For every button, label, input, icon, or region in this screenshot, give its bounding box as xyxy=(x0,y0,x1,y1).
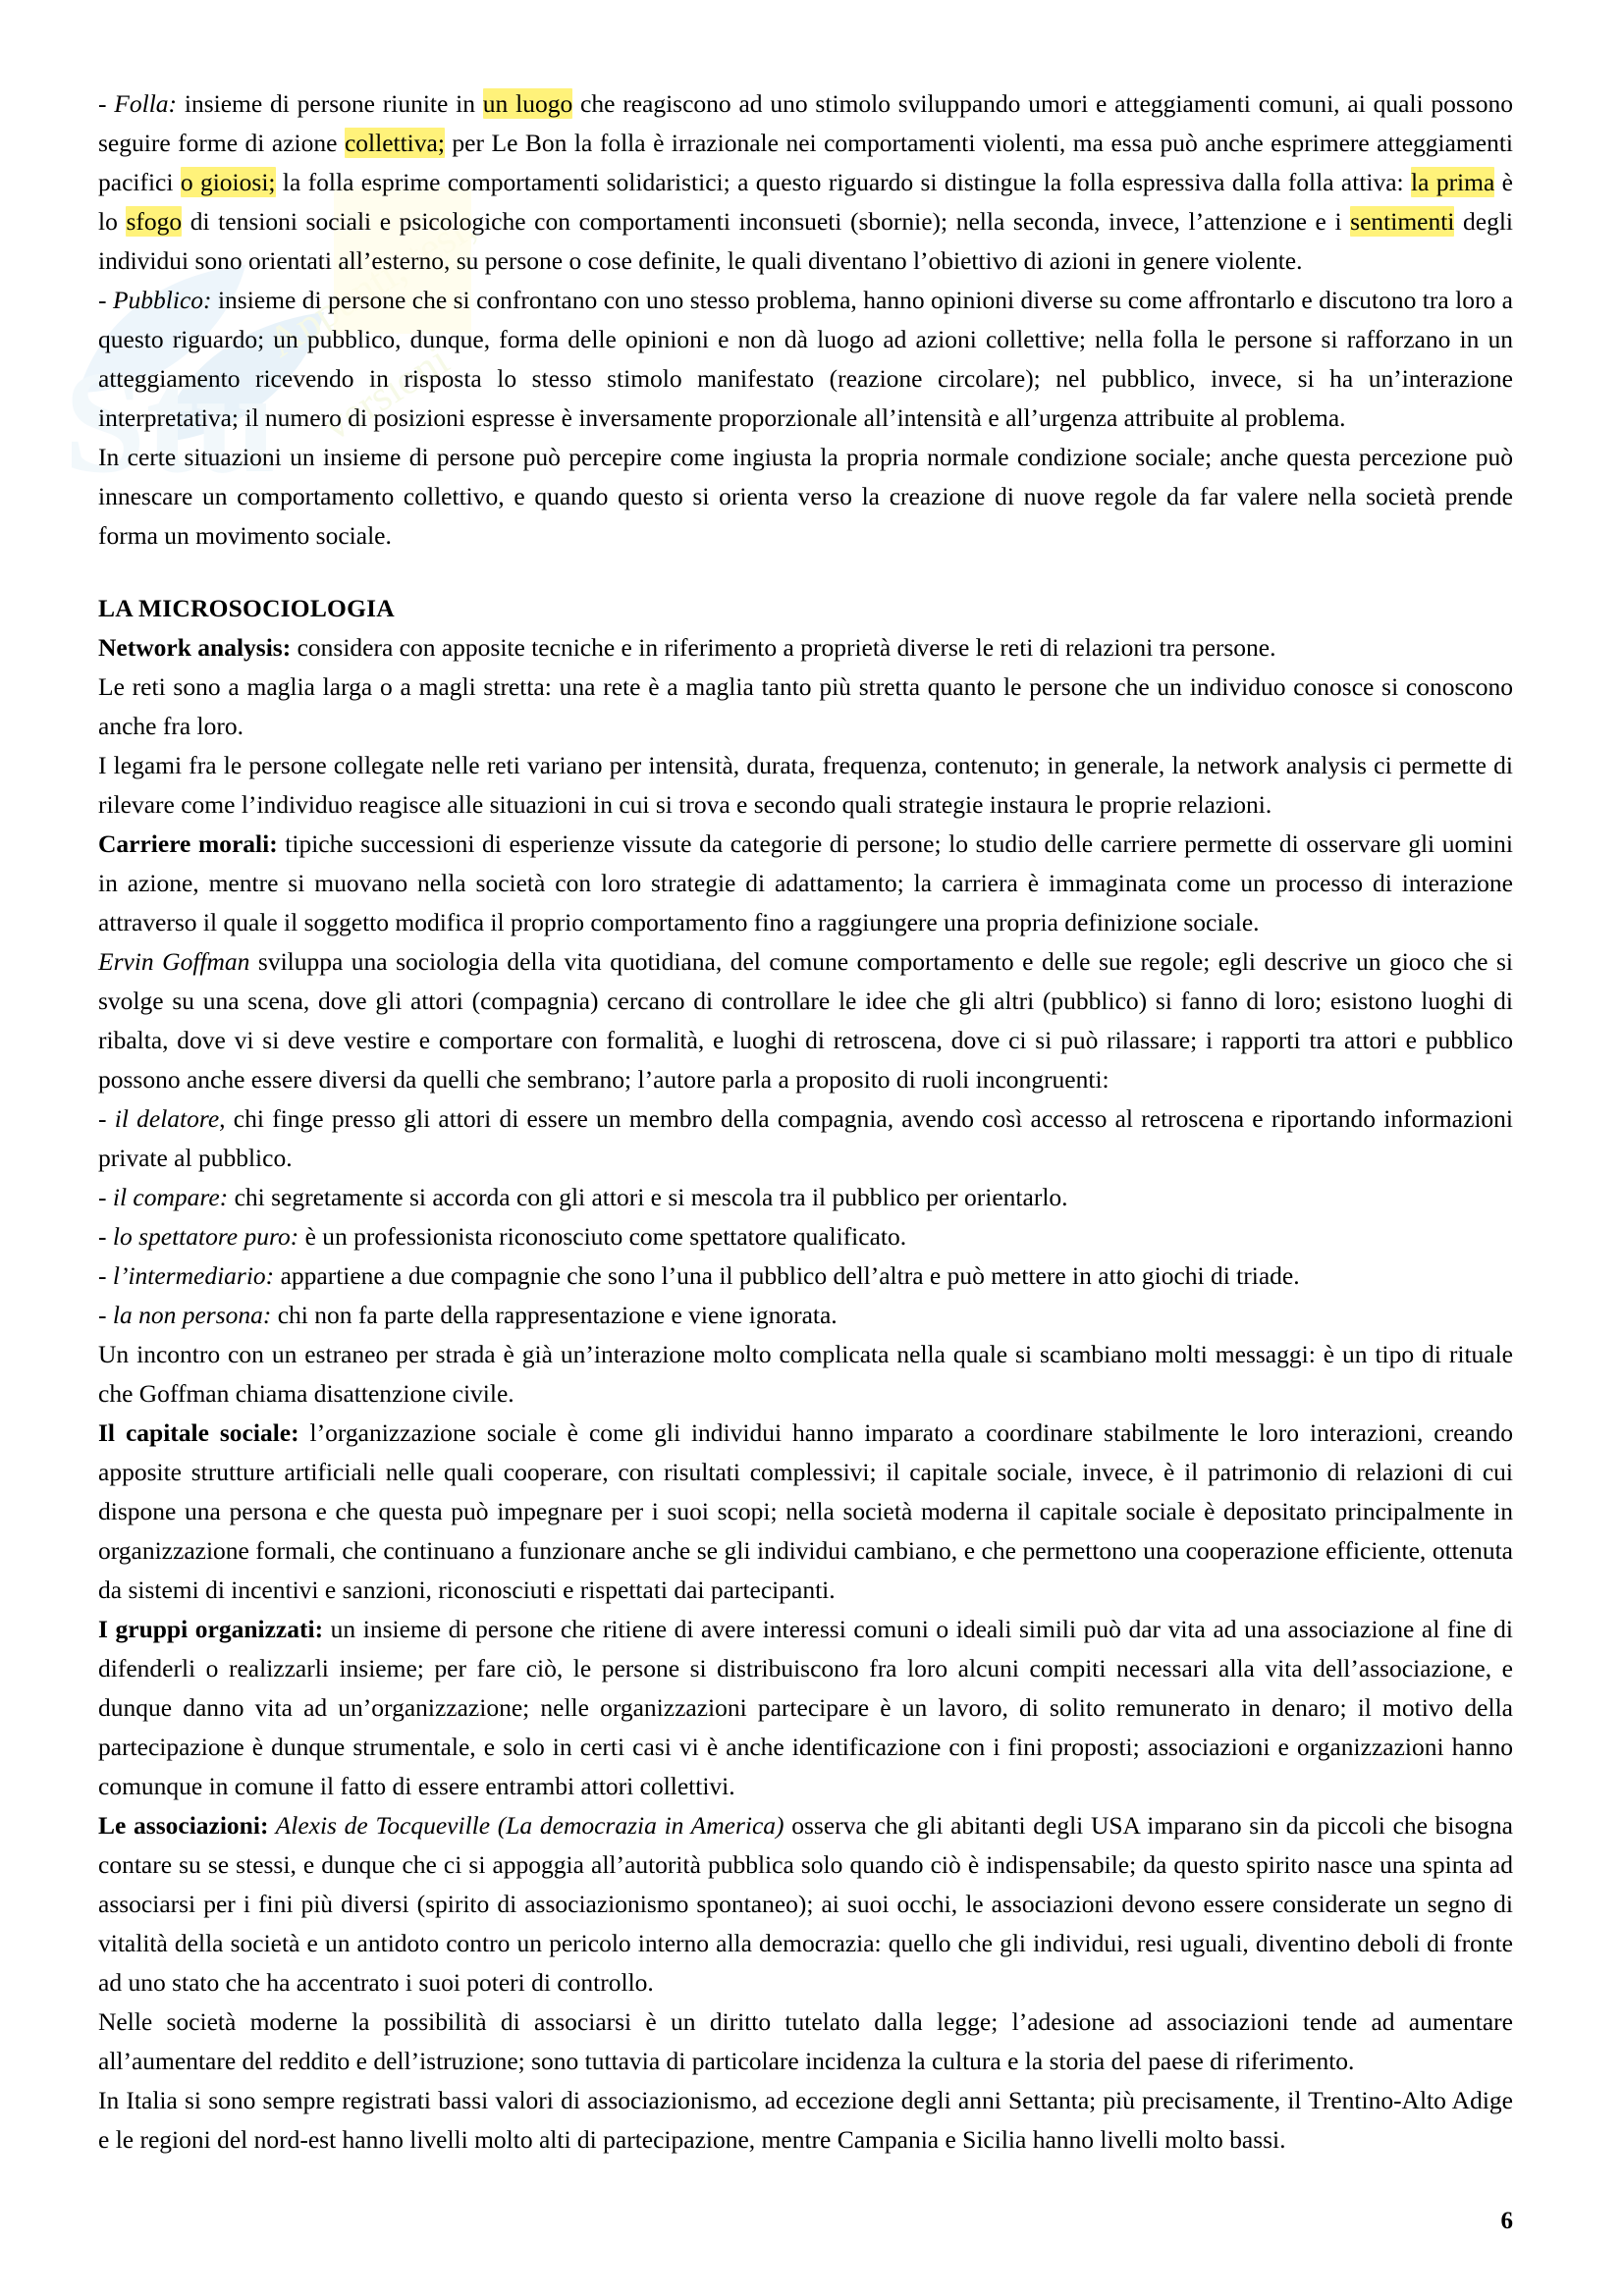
paragraph-associazioni-text: osserva che gli abitanti degli USA imparano sin da piccoli che bisogna contare su se stessi, e dunque che ci si appoggia all’autorità pubblica solo quando ciò è indispensabile; da questo spirito nasce una spinta ad associarsi per i fini più diversi (spirito di associazionismo spontaneo); ai suoi occhi, le associazioni devono essere considerate un segno di vitalità della società e un antidoto contro un pericolo interno alla democrazia: quello che gli individui, resi uguali, diventino deboli di fronte ad uno stato che ha accentrato i suoi poteri di controllo. xyxy=(98,1811,1513,1997)
paragraph-folla-lead: - Folla: xyxy=(98,89,178,118)
paragraph-delatore xyxy=(98,1099,1513,1178)
paragraph-movimento-sociale xyxy=(98,438,1513,556)
section-heading-microsociologia: LA MICROSOCIOLOGIA xyxy=(98,594,395,622)
paragraph-disattenzione-civile xyxy=(98,1335,1513,1414)
paragraph-compare xyxy=(98,1178,1513,1217)
paragraph-non-persona-text: chi non fa parte della rappresentazione e viene ignorata. xyxy=(271,1301,838,1329)
paragraph-spettatore-puro-text: è un professionista riconosciuto come spettatore qualificato. xyxy=(298,1222,907,1251)
svg-text:versioni: versioni xyxy=(313,335,458,451)
paragraph-pubblico-text: insieme di persone che si confrontano con uno stesso problema, hanno opinioni diverse su come affrontarlo e discutono tra loro a questo riguardo; un pubblico, dunque, forma delle opinioni e non dà luogo ad azioni collettive; nella folla le persone si rafforzano in un atteggiamento ricevendo in risposta lo stesso stimolo manifestato (reazione circolare); nel pubblico, invece, si ha un’interazione interpretativa; il numero di posizioni espresse è inversamente proporzionale all’intensità e all’urgenza attribuite al problema. xyxy=(98,286,1513,432)
paragraph-intermediario xyxy=(98,1256,1513,1296)
paragraph-gruppi-organizzati-text: un insieme di persone che ritiene di avere interessi comuni o ideali simili può dar vita ad una associazione al fine di difenderli o realizzarli insieme; per fare ciò, le persone si distribuiscono fra loro alcuni compiti necessari alla vita dell’associazione, e dunque danno vita ad un’organizzazione; nelle organizzazioni partecipare è un lavoro, di solito remunerato in denaro; il motivo della partecipazione è dunque strumentale, e solo in certi casi vi è anche identificazione con i fini proposti; associazioni e organizzazioni hanno comunque in comune il fatto di essere entrambi attori collettivi. xyxy=(98,1615,1513,1800)
paragraph-folla xyxy=(98,84,1513,281)
paragraph-gruppi-organizzati-lead: I gruppi organizzati: xyxy=(98,1615,324,1643)
paragraph-delatore-text: chi finge presso gli attori di essere un membro della compagnia, avendo così accesso al retroscena e riportando informazioni private al pubblico. xyxy=(98,1104,1513,1172)
paragraph-carriere-morali-lead: Carriere morali: xyxy=(98,829,278,858)
paragraph-associazioni-citation: Alexis de Tocqueville (La democrazia in America) xyxy=(268,1811,784,1840)
paragraph-reti-maglia-text: Le reti sono a maglia larga o a magli stretta: una rete è a maglia tanto più stretta quanto le persone che un individuo conosce si conoscono anche fra loro. xyxy=(98,672,1513,740)
page-number: 6 xyxy=(1500,2208,1513,2234)
paragraph-goffman-text: sviluppa una sociologia della vita quotidiana, del comune comportamento e delle sue regole; egli descrive un gioco che si svolge su una scena, dove gli attori (compagnia) cercano di controllare le idee che gli altri (pubblico) si fanno di loro; esistono luoghi di ribalta, dove vi si deve vestire e comportare con formalità, e luoghi di retroscena, dove ci si può rilassare; i rapporti tra attori e pubblico possono anche essere diversi da quelli che sembrano; l’autore parla a proposito di ruoli incongruenti: xyxy=(98,947,1513,1094)
paragraph-goffman-lead: Ervin Goffman xyxy=(98,947,250,976)
paragraph-pubblico-lead: - Pubblico: xyxy=(98,286,212,314)
paragraph-intermediario-lead: - l’intermediario: xyxy=(98,1261,275,1290)
paragraph-folla-text: insieme di persone riunite in un luogo che reagiscono ad uno stimolo sviluppando umori e atteggiamenti comuni, ai quali possono seguire forme di azione collettiva; per Le Bon la folla è irrazionale nei comportamenti violenti, ma essa può anche esprimere atteggiamenti pacifici o gioiosi; la folla esprime comportamenti solidaristici; a questo riguardo si distingue la folla espressiva dalla folla attiva: la prima è lo sfogo di tensioni sociali e psicologiche con comportamenti inconsueti (sbornie); nella seconda, invece, l’attenzione e i sentimenti degli individui sono orientati all’esterno, su persone o cose definite, le quali diventano l’obiettivo di azioni in genere violente. xyxy=(98,89,1513,275)
paragraph-non-persona-lead: - la non persona: xyxy=(98,1301,272,1329)
paragraph-italia xyxy=(98,2081,1513,2160)
paragraph-gruppi-organizzati xyxy=(98,1610,1513,1806)
paragraph-capitale-sociale-lead: Il capitale sociale: xyxy=(98,1418,299,1447)
paragraph-legami-text: I legami fra le persone collegate nelle reti variano per intensità, durata, frequenza, contenuto; in generale, la network analysis ci permette di rilevare come l’individuo reagisce alle situazioni in cui si trova e secondo quali strategie instaura le proprie relazioni. xyxy=(98,751,1513,819)
paragraph-disattenzione-civile-text: Un incontro con un estraneo per strada è già un’interazione molto complicata nella quale si scambiano molti messaggi: è un tipo di rituale che Goffman chiama disattenzione civile. xyxy=(98,1340,1513,1408)
document-body xyxy=(98,84,1513,2160)
paragraph-spettatore-puro xyxy=(98,1217,1513,1256)
paragraph-network-analysis-text: considera con apposite tecniche e in riferimento a proprietà diverse le reti di relazioni tra persone. xyxy=(291,633,1276,662)
paragraph-intermediario-text: appartiene a due compagnie che sono l’una il pubblico dell’altra e può mettere in atto giochi di triade. xyxy=(274,1261,1300,1290)
paragraph-pubblico xyxy=(98,281,1513,438)
paragraph-non-persona xyxy=(98,1296,1513,1335)
paragraph-associazioni xyxy=(98,1806,1513,2002)
paragraph-compare-lead: - il compare: xyxy=(98,1183,229,1211)
paragraph-network-analysis-lead: Network analysis: xyxy=(98,633,292,662)
paragraph-capitale-sociale-text: l’organizzazione sociale è come gli individui hanno imparato a coordinare stabilmente le loro interazioni, creando apposite strutture artificiali nelle quali cooperare, con risultati complessivi; il capitale sociale, invece, è il patrimonio di relazioni di cui dispone una persona e che questa può impegnare per i suoi scopi; nella società moderna il capitale sociale è depositato principalmente in organizzazione formali, che continuano a funzionare anche se gli individui cambiano, e che permettono una cooperazione efficiente, ottenuta da sistemi di incentivi e sanzioni, riconosciuti e rispettati dai partecipanti. xyxy=(98,1418,1513,1604)
paragraph-capitale-sociale xyxy=(98,1414,1513,1610)
paragraph-italia-text: In Italia si sono sempre registrati bassi valori di associazionismo, ad eccezione degli anni Settanta; più precisamente, il Trentino-Alto Adige e le regioni del nord-est hanno livelli molto alti di partecipazione, mentre Campania e Sicilia hanno livelli molto bassi. xyxy=(98,2086,1513,2154)
paragraph-carriere-morali xyxy=(98,825,1513,942)
paragraph-movimento-sociale-text: In certe situazioni un insieme di persone può percepire come ingiusta la propria normale condizione sociale; anche questa percezione può innescare un comportamento collettivo, e quando questo si orienta verso la creazione di nuove regole da far valere nella società prende forma un movimento sociale. xyxy=(98,443,1513,550)
paragraph-network-analysis xyxy=(98,628,1513,667)
paragraph-carriere-morali-text: tipiche successioni di esperienze vissute da categorie di persone; lo studio delle carriere permette di osservare gli uomini in azione, mentre si muovano nella società con loro strategie di adattamento; la carriera è immaginata come un processo di interazione attraverso il quale il soggetto modifica il proprio comportamento fino a raggiungere una propria definizione sociale. xyxy=(98,829,1513,936)
paragraph-goffman xyxy=(98,942,1513,1099)
svg-text:Stu: Stu xyxy=(64,341,277,504)
paragraph-reti-maglia xyxy=(98,667,1513,746)
svg-text:Appunti, tesi,: Appunti, tesi, xyxy=(259,201,484,367)
paragraph-legami xyxy=(98,746,1513,825)
paragraph-compare-text: chi segretamente si accorda con gli attori e si mescola tra il pubblico per orientarlo. xyxy=(228,1183,1068,1211)
paragraph-societa-moderne xyxy=(98,2002,1513,2081)
paragraph-spettatore-puro-lead: - lo spettatore puro: xyxy=(98,1222,299,1251)
paragraph-societa-moderne-text: Nelle società moderne la possibilità di associarsi è un diritto tutelato dalla legge; l’adesione ad associazioni tende ad aumentare all’aumentare del reddito e dell’istruzione; sono tuttavia di particolare incidenza la cultura e la storia del paese di riferimento. xyxy=(98,2007,1513,2075)
paragraph-associazioni-lead: Le associazioni: xyxy=(98,1811,269,1840)
paragraph-delatore-lead: - il delatore, xyxy=(98,1104,226,1133)
